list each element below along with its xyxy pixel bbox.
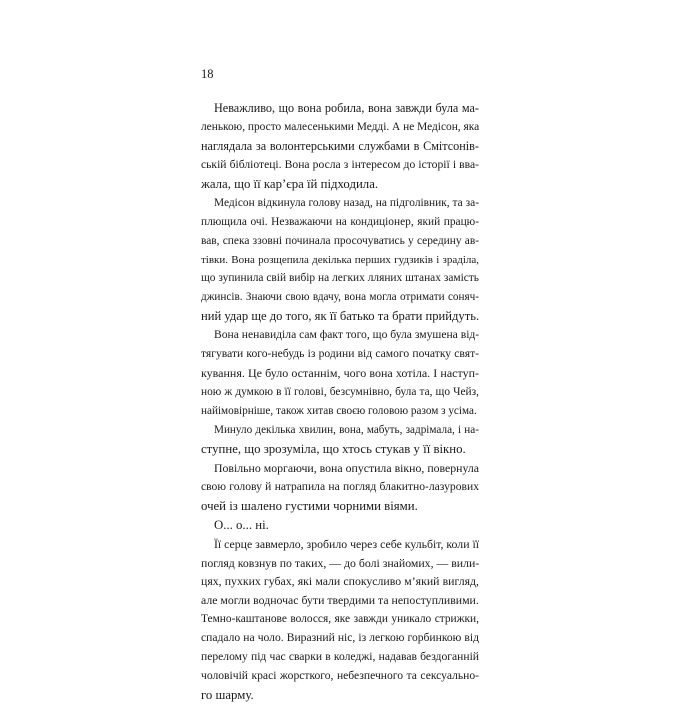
text-line: го шарму. — [201, 688, 254, 703]
text-line: ний удар ще до того, як її батько та брати прийдуть. — [201, 309, 480, 324]
text-line: О... о... ні. — [214, 517, 269, 532]
text-line: ною ж думкою в її голові, безсумнівно, була та, що Чейз, — [201, 386, 479, 399]
text-line: вав, спека ззовні починала просочуватись у середину ав- — [201, 234, 479, 247]
text-line: плющила очі. Незважаючи на кондиціонер, який працю- — [201, 215, 479, 228]
text-line: Повільно моргаючи, вона опустила вікно, повернула — [214, 460, 479, 475]
text-line: але могли водночас бути твердими та непоступливими. — [201, 593, 479, 608]
text-line: джинсів. Знаючи свою вдачу, вона могла отримати соняч- — [201, 291, 479, 304]
text-line: Минуло декілька хвилин, вона, мабуть, задрімала, і на- — [214, 423, 479, 436]
text-line: найімовірніше, також хитав своєю головою разом з усіма. — [201, 405, 477, 417]
text-line: кування. Це було останнім, чого вона хотіла. І наступ- — [201, 366, 479, 381]
text-line: ступне, що зрозуміла, що хтось стукав у її вікно. — [201, 441, 466, 456]
text-line: тягувати кого-небудь із родини від самого початку свят- — [201, 347, 479, 361]
body-text — [201, 99, 479, 705]
text-line: жала, що її кар’єра їй підходила. — [201, 176, 379, 191]
text-line: очей із шалено густими чорними віями. — [201, 498, 418, 513]
text-line: наглядала за волонтерськими службами в Смітсонів- — [201, 138, 479, 153]
text-line: ській бібліотеці. Вона росла з інтересом до історії і вва- — [201, 157, 479, 171]
text-line: Неважливо, що вона робила, вона завжди була ма- — [214, 101, 479, 115]
text-line: Темно-каштанове волосся, яке завжди уникало стрижки, — [201, 613, 479, 626]
text-line: Вона ненавиділа сам факт того, що була змушена від- — [214, 328, 480, 342]
text-line: цях, пухких губах, які мали спокусливо м’який вигляд, — [201, 574, 479, 589]
text-line: перелому під час сварки в коледжі, надавав бездоганній — [201, 650, 479, 664]
text-line: погляд ковзнув по таких, — до болі знайомих, — вили- — [201, 555, 480, 570]
text-line: свою голову й натрапила на погляд блакитно-лазурових — [201, 479, 479, 493]
text-line: чоловічій красі жорсткого, небезпечного та сексуально- — [201, 669, 479, 683]
text-line: що зупинила свій вибір на легких лляних штанах замість — [201, 272, 479, 285]
text-line: спадало на чоло. Виразний ніс, із легкою горбинкою від — [201, 631, 479, 645]
text-line: Її серце завмерло, зробило через себе кульбіт, коли її — [214, 536, 480, 551]
text-line: Медісон відкинула голову назад, на підголівник, та за- — [214, 196, 479, 209]
text-line: ленькою, просто малесенькими Медді. А не Медісон, яка — [201, 120, 480, 133]
text-line: тівки. Вона розщепила декілька перших гудзиків і зраділа, — [201, 253, 479, 266]
page-number: 18 — [201, 67, 214, 81]
